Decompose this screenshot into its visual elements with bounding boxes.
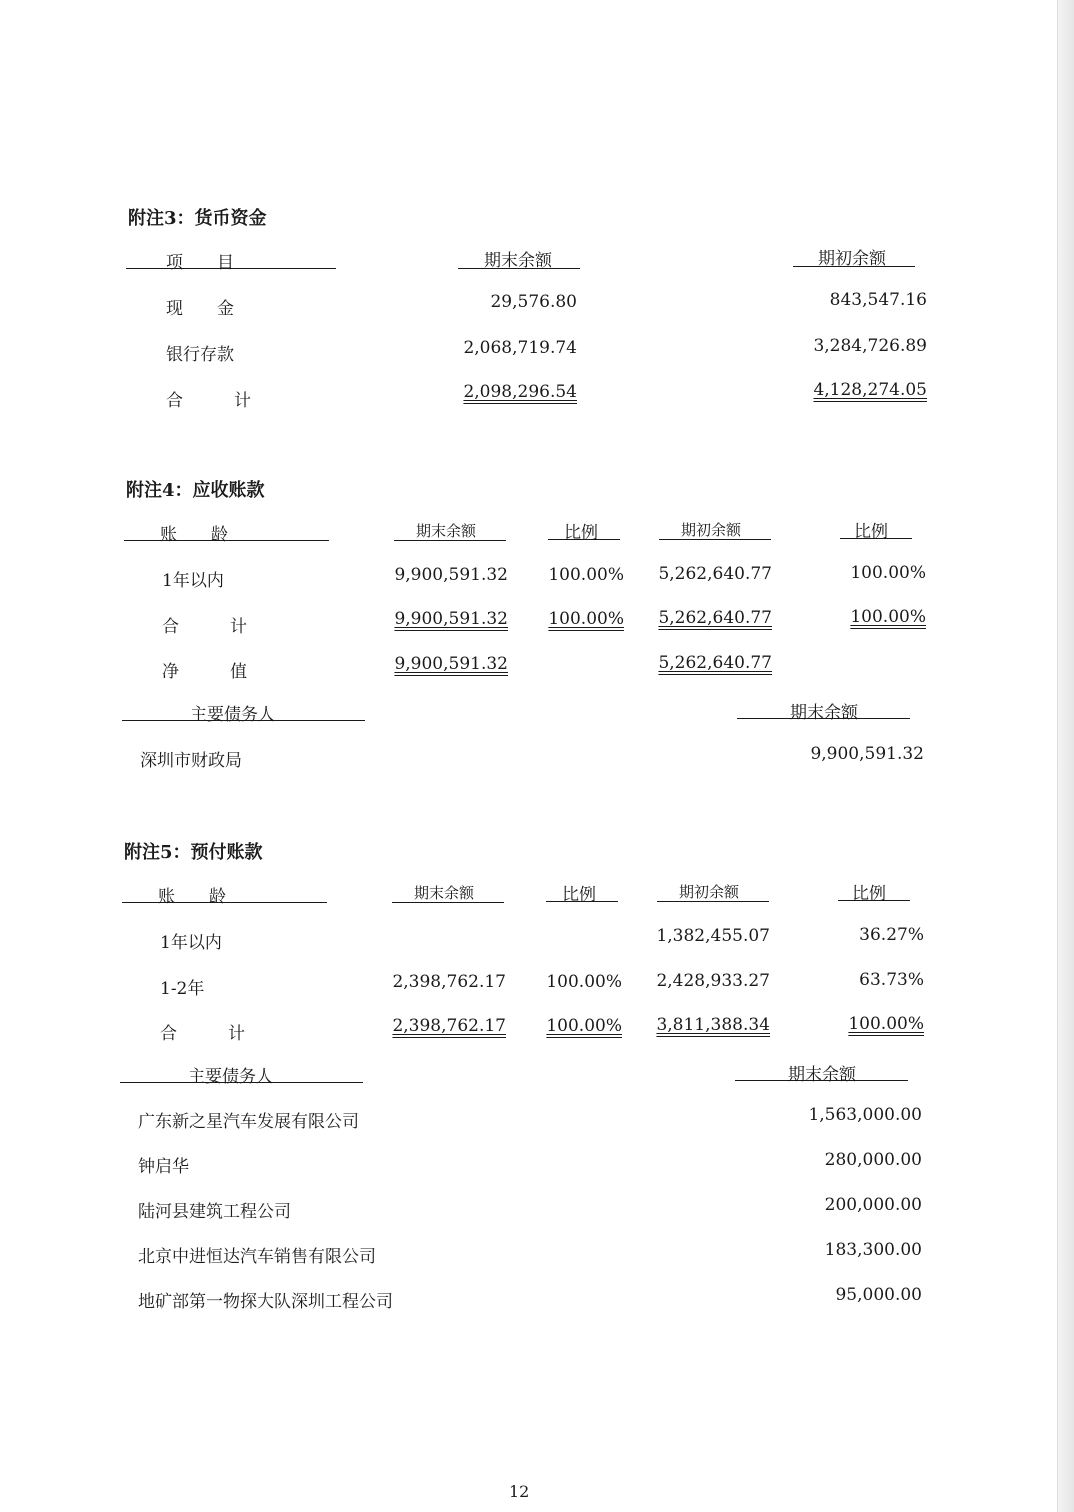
note3-row-end: 29,576.80 xyxy=(490,292,577,312)
note4-total-begin: 5,262,640.77 xyxy=(658,608,772,628)
note3-row-label: 银行存款 xyxy=(166,345,234,365)
page-edge xyxy=(1057,0,1074,1512)
note4-net-begin: 5,262,640.77 xyxy=(658,653,772,673)
note5-row-end-ratio: 100.00% xyxy=(546,972,622,992)
note4-header-begin: 期初余额 xyxy=(681,521,742,539)
note4-total-end: 9,900,591.32 xyxy=(394,609,508,629)
note5-debtor-amount: 200,000.00 xyxy=(824,1195,922,1215)
note5-debtor-amount: 280,000.00 xyxy=(824,1150,922,1170)
note5-debtor-header: 主要债务人 xyxy=(188,1067,273,1087)
note5-title: 附注5：预付账款 xyxy=(124,842,263,863)
note4-debtor-name: 深圳市财政局 xyxy=(140,751,242,771)
note5-row-begin-ratio: 36.27% xyxy=(859,925,924,945)
note5-header-begin-ratio: 比例 xyxy=(852,884,886,904)
note3-row-label: 现 金 xyxy=(166,299,234,319)
note3-header-item: 项 目 xyxy=(166,253,234,273)
note5-total-end-ratio: 100.00% xyxy=(546,1016,622,1036)
note4-total-label: 合 计 xyxy=(162,617,247,637)
note5-debtor-amount: 183,300.00 xyxy=(824,1240,922,1260)
note4-header-end: 期末余额 xyxy=(416,522,477,540)
note4-header-begin-ratio: 比例 xyxy=(854,522,888,542)
note3-title: 附注3：货币资金 xyxy=(128,208,267,229)
note5-header-begin: 期初余额 xyxy=(679,883,740,901)
note4-header-age: 账 龄 xyxy=(160,525,228,545)
note3-total-label: 合 计 xyxy=(166,391,251,411)
note5-total-begin: 3,811,388.34 xyxy=(656,1015,770,1035)
note5-row-end: 2,398,762.17 xyxy=(392,972,506,992)
note5-total-label: 合 计 xyxy=(160,1024,245,1044)
note4-title: 附注4：应收账款 xyxy=(126,480,265,501)
note5-debtor-amount: 1,563,000.00 xyxy=(808,1105,922,1125)
note5-debtor-amount-header: 期末余额 xyxy=(788,1065,856,1085)
note5-debtor-name: 陆河县建筑工程公司 xyxy=(138,1202,291,1222)
note3-total-end: 2,098,296.54 xyxy=(463,382,577,402)
note4-row-label: 1年以内 xyxy=(162,571,224,591)
note5-row-label: 1-2年 xyxy=(160,979,205,999)
note4-total-begin-ratio: 100.00% xyxy=(850,607,926,627)
note5-row-begin-ratio: 63.73% xyxy=(859,970,924,990)
note3-total-begin: 4,128,274.05 xyxy=(813,380,927,400)
note4-net-label: 净 值 xyxy=(162,662,247,682)
note5-header-end-ratio: 比例 xyxy=(562,885,596,905)
note5-debtor-name: 钟启华 xyxy=(138,1157,189,1177)
note5-row-label: 1年以内 xyxy=(160,933,222,953)
note3-row-end: 2,068,719.74 xyxy=(463,338,577,358)
note5-total-begin-ratio: 100.00% xyxy=(848,1014,924,1034)
note5-header-end: 期末余额 xyxy=(414,884,475,902)
note3-header-begin: 期初余额 xyxy=(818,249,886,269)
page-number: 12 xyxy=(509,1482,530,1501)
note3-header-end: 期末余额 xyxy=(484,251,552,271)
note4-row-end: 9,900,591.32 xyxy=(394,565,508,585)
note5-total-end: 2,398,762.17 xyxy=(392,1016,506,1036)
note5-debtor-amount: 95,000.00 xyxy=(835,1285,922,1305)
note4-debtor-header: 主要债务人 xyxy=(190,705,275,725)
note5-row-begin: 2,428,933.27 xyxy=(656,971,770,991)
note4-row-begin: 5,262,640.77 xyxy=(658,564,772,584)
note3-row-begin: 843,547.16 xyxy=(829,290,927,310)
note4-debtor-amount-header: 期末余额 xyxy=(790,703,858,723)
note4-row-begin-ratio: 100.00% xyxy=(850,563,926,583)
note4-total-end-ratio: 100.00% xyxy=(548,609,624,629)
note4-header-end-ratio: 比例 xyxy=(564,523,598,543)
note4-net-end: 9,900,591.32 xyxy=(394,654,508,674)
note5-debtor-name: 北京中进恒达汽车销售有限公司 xyxy=(138,1247,376,1267)
note5-header-age: 账 龄 xyxy=(158,887,226,907)
note5-debtor-name: 广东新之星汽车发展有限公司 xyxy=(138,1112,359,1132)
note4-row-end-ratio: 100.00% xyxy=(548,565,624,585)
note5-debtor-name: 地矿部第一物探大队深圳工程公司 xyxy=(138,1292,393,1312)
note3-row-begin: 3,284,726.89 xyxy=(813,336,927,356)
note5-row-begin: 1,382,455.07 xyxy=(656,926,770,946)
note4-debtor-amount: 9,900,591.32 xyxy=(810,744,924,764)
